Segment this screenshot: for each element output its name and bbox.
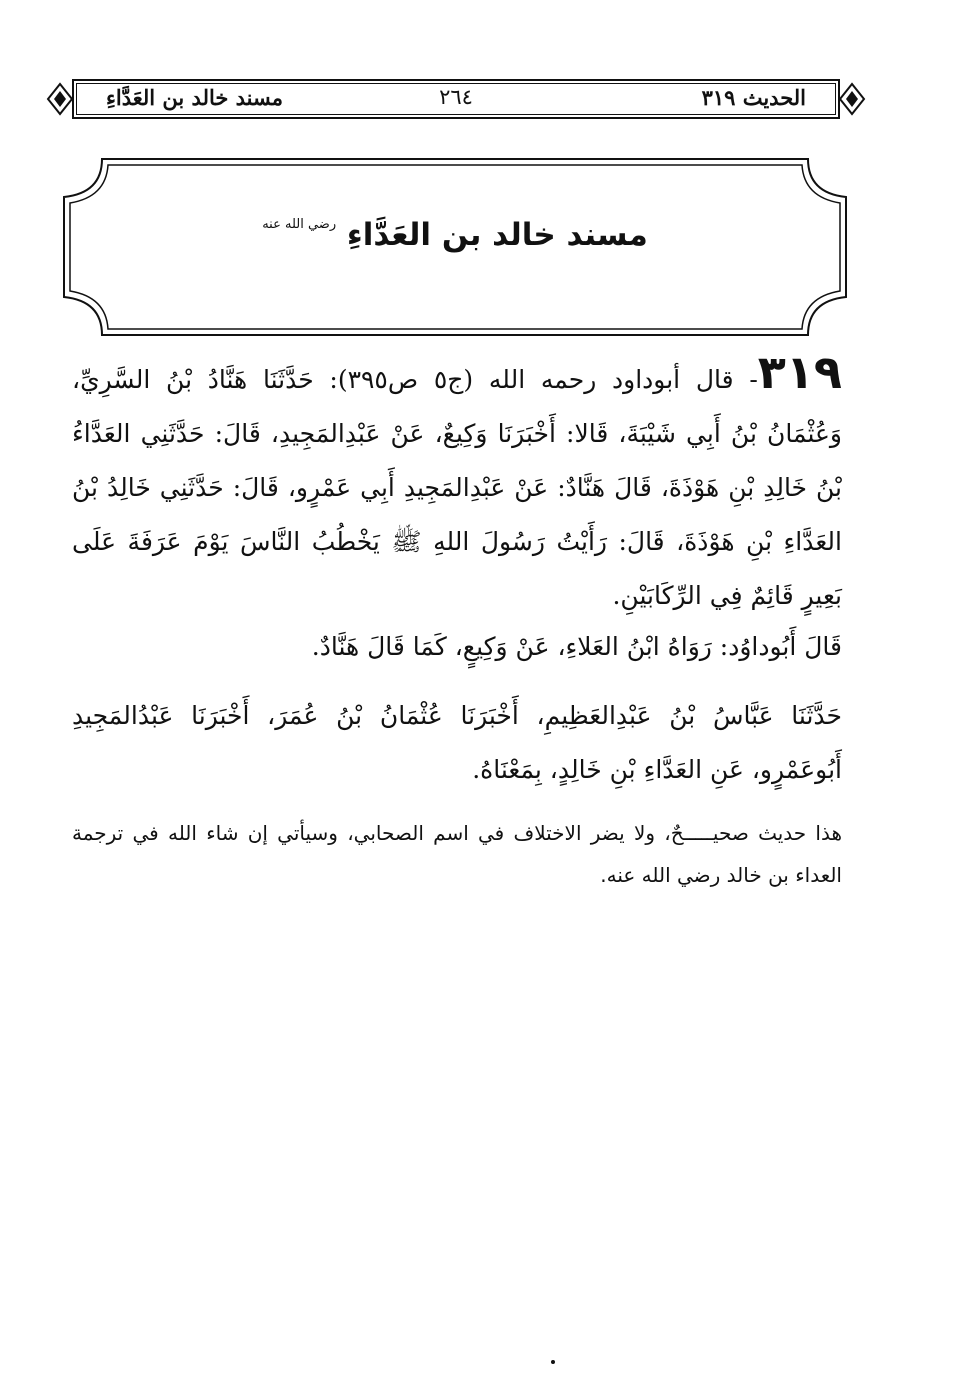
- hadith-paragraph: [72, 345, 842, 623]
- page-number: ٢٦٤: [439, 85, 473, 109]
- section-title-text: مسند خالد بن العَدَّاءِ: [346, 217, 648, 253]
- honorific: رضي الله عنه: [262, 217, 337, 232]
- running-header: [72, 79, 840, 119]
- editor-note-text: هذا حديث صحيـــــحٌ، ولا يضر الاختلاف في اسم الصحابي، وسيأتي إن شاء الله في ترجمة العداء بن خالد رضي الله عنه.: [72, 821, 842, 887]
- editor-note: [72, 812, 842, 896]
- hadith-label: الحديث ٣١٩: [701, 85, 806, 110]
- title-box: [62, 157, 848, 337]
- second-chain-text: حَدَّثَنَا عَبَّاسُ بْنُ عَبْدِالعَظِيمِ، أَخْبَرَنَا عُثْمَانُ بْنُ عُمَرَ، أَخْبَرَنَا عَبْدُالمَجِيدِ أَبُوعَمْرٍو، عَنِ العَدَّاءِ بْنِ خَالِدٍ، بِمَعْنَاهُ.: [72, 701, 842, 784]
- remark-text: قَالَ أَبُوداوُد: رَوَاهُ ابْنُ العَلاءِ، عَنْ وَكِيعٍ، كَمَا قَالَ هَنَّادٌ.: [311, 632, 842, 661]
- abudawud-remark: [72, 620, 842, 674]
- hadith-number: ٣١٩: [757, 345, 842, 399]
- section-title: [62, 217, 848, 253]
- second-chain: [72, 689, 842, 797]
- running-title: مسند خالد بن العَدَّاءِ: [106, 85, 284, 110]
- page-dot: [551, 1360, 555, 1364]
- hadith-text: - قال أبوداود رحمه الله (ج٥ ص٣٩٥): حَدَّثَنَا هَنَّادُ بْنُ السَّرِيِّ، وَعُثْمَانُ بْنُ أَبِي شَيْبَةَ، قَالا: أَخْبَرَنَا وَكِيعٌ، عَنْ عَبْدِالمَجِيدِ، قَالَ: حَدَّثَنِي العَدَّاءُ بْنُ خَالِدِ بْنِ هَوْذَةَ، قَالَ هَنَّادٌ: عَنْ عَبْدِالمَجِيدِ أَبِي عَمْرٍو، قَالَ: حَدَّثَنِي خَالِدُ بْنُ العَدَّاءِ بْنِ هَوْذَةَ، قَالَ: رَأَيْتُ رَسُولَ اللهِ ﷺ يَخْطُبُ النَّاسَ يَوْمَ عَرَفَةَ عَلَى بَعِيرٍ قَائِمٌ فِي الرِّكَابَيْنِ.: [72, 365, 842, 610]
- ornament-left-icon: [46, 80, 74, 118]
- ornament-right-icon: [838, 80, 866, 118]
